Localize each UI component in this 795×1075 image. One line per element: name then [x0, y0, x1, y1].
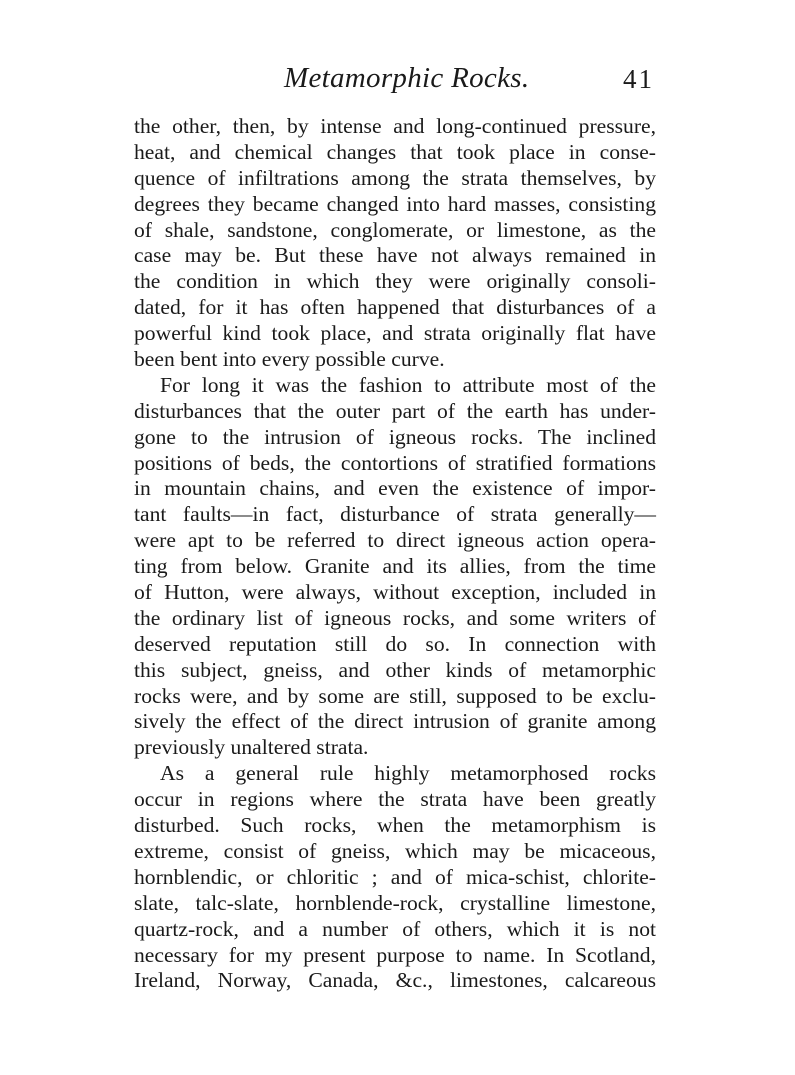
text-line: the other, then, by intense and long-continued pressure,	[134, 114, 656, 138]
text-line: disturbances that the outer part of the earth has under-	[134, 398, 656, 423]
text-line: deserved reputation still do so. In connection with	[134, 631, 656, 656]
body-text	[134, 114, 656, 994]
text-line: slate, talc-slate, hornblende-rock, crystalline limestone,	[134, 890, 656, 915]
text-line: previously unaltered strata.	[134, 735, 369, 760]
text-line: of shale, sandstone, conglomerate, or limestone, as the	[134, 217, 656, 242]
text-line: been bent into every possible curve.	[134, 347, 445, 372]
page-number: 41	[623, 64, 654, 94]
text-line: As a general rule highly metamorphosed rocks	[160, 761, 656, 786]
text-line: Ireland, Norway, Canada, &c., limestones, calcareous	[134, 968, 656, 993]
text-line: tant faults—in fact, disturbance of strata generally—	[134, 502, 656, 527]
text-line: disturbed. Such rocks, when the metamorphism is	[134, 813, 656, 838]
text-line: extreme, consist of gneiss, which may be micaceous,	[134, 838, 656, 863]
paragraph	[134, 114, 656, 373]
text-line: of Hutton, were always, without exception, included in	[134, 580, 656, 605]
text-line: For long it was the fashion to attribute most of the	[160, 372, 656, 397]
text-line: in mountain chains, and even the existence of impor-	[134, 476, 656, 501]
text-line: rocks were, and by some are still, supposed to be exclu-	[134, 683, 656, 708]
text-line: powerful kind took place, and strata originally flat have	[134, 321, 656, 346]
text-line: positions of beds, the contortions of stratified formations	[134, 450, 656, 475]
text-line: dated, for it has often happened that disturbances of a	[134, 295, 656, 320]
text-line: ting from below. Granite and its allies, from the time	[134, 554, 656, 579]
text-line: hornblendic, or chloritic ; and of mica-schist, chlorite-	[134, 864, 656, 889]
paragraph	[134, 373, 656, 761]
text-line: were apt to be referred to direct igneous action opera-	[134, 528, 656, 553]
text-line: necessary for my present purpose to name. In Scotland,	[134, 942, 656, 967]
running-title: Metamorphic Rocks.	[284, 62, 530, 94]
paragraph	[134, 761, 656, 994]
text-line: the ordinary list of igneous rocks, and some writers of	[134, 605, 656, 630]
text-line: sively the effect of the direct intrusion of granite among	[134, 709, 656, 734]
text-line: heat, and chemical changes that took place in conse-	[134, 139, 656, 164]
text-line: this subject, gneiss, and other kinds of metamorphic	[134, 657, 656, 682]
text-line: occur in regions where the strata have been greatly	[134, 787, 656, 812]
text-line: degrees they became changed into hard masses, consisting	[134, 191, 656, 216]
text-line: quence of infiltrations among the strata themselves, by	[134, 165, 656, 190]
text-line: case may be. But these have not always remained in	[134, 243, 656, 268]
text-line: the condition in which they were originally consoli-	[134, 269, 656, 294]
text-line: gone to the intrusion of igneous rocks. The inclined	[134, 424, 656, 449]
text-line: quartz-rock, and a number of others, which it is not	[134, 916, 656, 941]
running-head	[134, 62, 656, 98]
